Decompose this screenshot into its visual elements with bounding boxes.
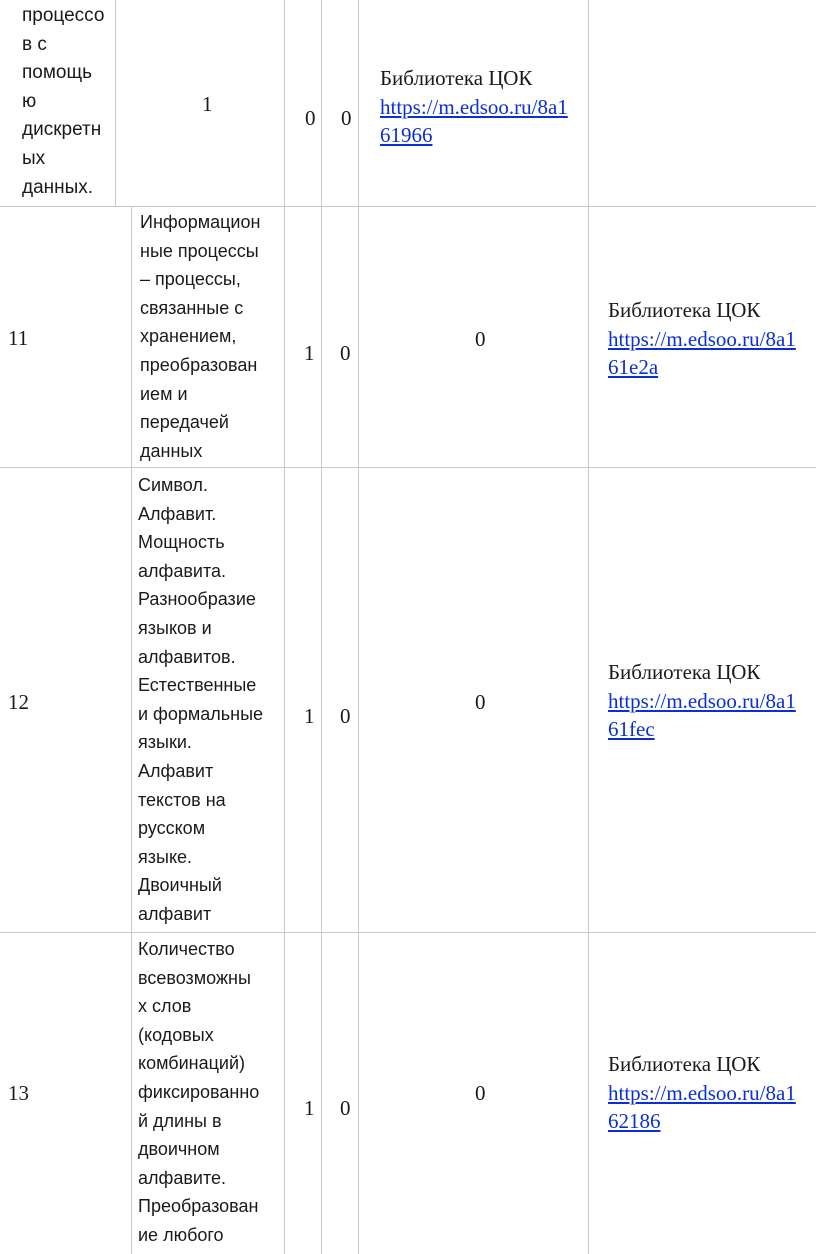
- hours-total: 1: [304, 341, 315, 365]
- row-number: 13: [8, 1081, 29, 1105]
- hours-total: 1: [304, 1096, 315, 1120]
- row-number: 12: [8, 690, 29, 714]
- resource-cell: [608, 1050, 796, 1136]
- resource-link[interactable]: 61e2a: [608, 355, 659, 380]
- table-border: [588, 206, 589, 1254]
- control-hours: 0: [340, 704, 351, 728]
- table-border: [284, 0, 285, 206]
- control-hours: 0: [340, 341, 351, 365]
- resource-link[interactable]: https://m.edsoo.ru/8a1: [380, 94, 568, 119]
- table-border: [321, 0, 322, 206]
- resource-label: Библиотека ЦОК: [380, 66, 533, 90]
- table-border: [284, 206, 285, 1254]
- table-border: [131, 206, 132, 1254]
- practice-hours: 0: [475, 1081, 486, 1105]
- topic-cell: Количество всевозможны х слов (кодовых комбинаций) фиксированно й длины в двоичном алфавите. Преобразован ие любого: [138, 939, 260, 1245]
- resource-cell: [608, 296, 796, 382]
- control-hours: 0: [305, 106, 316, 130]
- resource-cell: [608, 658, 796, 744]
- topic-cell: Символ. Алфавит. Мощность алфавита. Разнообразие языков и алфавитов. Естественные и формальные языки. Алфавит текстов на русском языке. Двоичный алфавит: [138, 475, 264, 924]
- resource-label: Библиотека ЦОК: [608, 660, 761, 684]
- hours-total: 1: [304, 704, 315, 728]
- topic-cell: Информацион ные процессы – процессы, связанные с хранением, преобразован ием и передачей данных: [140, 212, 261, 461]
- table-border: [115, 0, 116, 206]
- topic-cell: процессо в с помощь ю дискретн ых данных.: [22, 5, 105, 198]
- practice-hours: 0: [475, 690, 486, 714]
- resource-label: Библиотека ЦОК: [608, 1052, 761, 1076]
- resource-cell: [380, 64, 568, 150]
- table-border: [358, 0, 359, 206]
- resource-link[interactable]: 62186: [608, 1109, 661, 1134]
- table-border: [0, 467, 816, 468]
- table-border: [0, 206, 816, 207]
- table-border: [0, 932, 816, 933]
- resource-link[interactable]: https://m.edsoo.ru/8a1: [608, 326, 796, 351]
- table-border: [321, 206, 322, 1254]
- resource-label: Библиотека ЦОК: [608, 298, 761, 322]
- table-border: [588, 0, 589, 206]
- hours-total: 1: [202, 92, 213, 116]
- resource-link[interactable]: https://m.edsoo.ru/8a1: [608, 1080, 796, 1105]
- practice-hours: 0: [475, 327, 486, 351]
- control-hours: 0: [340, 1096, 351, 1120]
- resource-link[interactable]: https://m.edsoo.ru/8a1: [608, 688, 796, 713]
- resource-link[interactable]: 61966: [380, 123, 433, 148]
- table-border: [358, 206, 359, 1254]
- practice-hours: 0: [341, 106, 352, 130]
- resource-link[interactable]: 61fec: [608, 717, 655, 742]
- row-number: 11: [8, 326, 29, 350]
